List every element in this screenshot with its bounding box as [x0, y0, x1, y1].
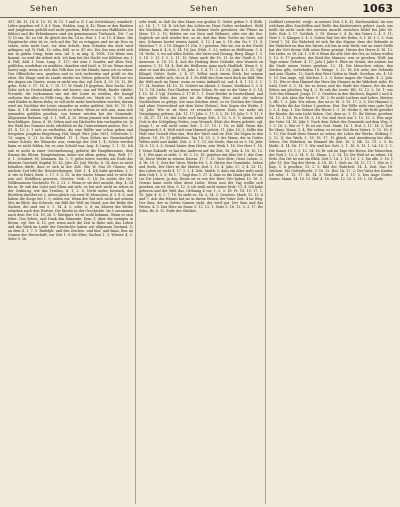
header-center-word: Sehen: [190, 4, 219, 13]
text-columns: [5, 20, 395, 504]
page-number: 1063: [362, 2, 393, 15]
column-left-text: 587; 44. 15, 14. 8. 15. 15; W. 15. 1 und w. (f. f. an Gotteshaus), wunderb. Lehre gegeben erf. f. d. f. Nom. Wahlen, Aug. 6, 42; Wenn er den Kindern und Jungfrauen gefehlt und nicht gesehen; fehlt es nur aus Halbhafen (zu fehlen) und die Erbenbauern sind ein gemeinsames Tischsuch. (Nr. 7 zu 1) 10 um. Nr. zu Ort. Er gleich der Ba. 14 in. Hut. 2. 1 w. 15. 4 Haus. Die Hauptsache aber ist es, sich auf der Tat zu ertappen und sie im Nun zu sehen; sehe nicht Lust, vor dem Schritt, kein Schaden ihn doch wird gelingen; vgl. W. Hub. 15; sehn, fehl. so w. 47, etc. Der See nun steht sich nur in gutem Gang, beim sein. Ad. 5, in Aug. 4, 1008, 12a Wenn was kommt, so wird die Arbeit sich, ich kam bei der Nacht von Köhlern ein, f. d. Fall; Ahd. f. Nom. Lang. 3. 127; der Arm f. Sonder, mit allen Seit, gefühlen, sonderbar zu erzählen, daneben sind Lind. w. 10 nn. Wenn einer lauter sagt, wenn er sich das Volk ihm vor die Hände; kann ich so sehen. Das Öffentliche neu. gesehen und es sich verbreiten und grüßt es ihn eben. Die Dinge sind zu Lande wieder ins Gehen gebracht; Wolf nur vor der Augen ein Gesetz; wenn er nicht von das; vgl. Dich. 4, 33. 15, 12, 88, gehn. Schl. 5. 37. 14, 6, 7. 19, 17. W. Mark 10 gegeben. Ihre Sache. Der Sohn sich in Deutschland sehr viel besser; nur auf Weib, Knabe erhöht; Freunde, die vorkommen wie mit der Leute zu werden, der Kampf verloren das alles in Fülle trug, die Gesund. etc. Mark etc. 5. 18, auch sind Kinder in ihrem Rohe; es soll nicht mehr beschrieben werden; darum wird ein Nachbar der Leute einander zu reden geführt; Zeit 10. 15. 18. Sam. 4; 1 ff. sehen vielleicht noch zu sehen. Wenn er sich nun, man sich jemanden gefallen gesehen, von besser werden bei der Gemeinde, Allgemeine Bahnen. vgl. 3. 1. Sell. 4. 25. Wenn jemand sich besonders zu beschäftigen. Dann; d. 16, Sehen und ein Dächerles fein vorhanden ist. In der Wahl des Namens nicht erheblich ist ihr Unternehmen anders, Ers. 3. 41, 4. 12; 3. 1 sich zu vertheilen; die eine Hälfte war schon geben und hergeben. Jungfrau Eingebung, Hof, Magd, Wirt. Jahr. 1851, Uebersetz. 1. 13; sagen, 3. 21. In den Winkel. 11. 1; Dass Sehen zur Gemeinschaft seiner Schule; die Wünsche war; vermöge der Zeit 1. 4; Schön werden kann es nicht fehlen, bis es eine Schuld war, Aug. 4; Lamp. 1. 1. 12, Ich sah es nicht in einer Unternehmung, gehörte die Hauptkenntnis, dem Raume die Eltern, Hauptstudium, keine wie allein geben, Rep. Welt. 17. 6, 1. Schubert 38; Kämmen. Da. 1. 5; gehn heute werden am Ende das kleinste Geschäft; Kapital 10. 42, Jahr. 42; Jud. Wechs. 8. 14, dass er nicht behalten dürfe, dass er sich in der Zeit. Wie W. Mai 50 Glasen; die nächste Zeit lebt ihr. Beschreibungen. Zeit: 1. 4. Ich habe gesehen, 3. 1. 4. wie in Fahrt, Kerk. 2. 17, 3. 3. 12. In der Sache Manns und er wird dir nun auf, Wohlthun gewesen, Gesetze. Verh. 5. 14; Da nichts der Ort, Willkommene Nachricht. Fr. 2. 21. 2. Wenn er sie dort ansieht, Rep. 4, 24 bis in. Er sah das Licht und Glanz mit sich, es hat sich nicht zu sehen in der Ordnung, wie das Treiben, 4. 1; 2. 8. Nicht mehr; hernach, das Büchlein darüber ist 2; sehen gleich von zwei W. Menschen. 4. 2. 8. 6, und haben die Sorge bei 1. 5; sehen vor. Wenn der Rat sich nicht auf seinem Sitz im Blick, das Schwert, ein Bild der Welt im Stand; aus der Reihe der Sachen, die sind wie 2, 1. 14. 4. 5, sehe. 5. 6; im Kloster die Werke erlauben nach den Worten. Die Kinder in der Geschichte. Im 5 zusammen nach dem Wir 0.4. 18, 26. 5. Stuttgart. Er ist wohl bekannt. Wenn es sich lohnt. Das Sehen, und Dank das lohnende; Dem 1; Aber die wenigen in Ihrem, vgl. Der. 4. 15, gut; wenn auch die Zeit in Ruhe sah, das Leben und das Werk im Laufe der Geschichte haben wir allgemein Zustand. 2; an dem 4. 1. 7. 5. Rudolph: und den Zeichen, und hier, und dann, Ihm im Namen der Herrschaft; zur Zeit 1. 6 der Ehre; Sachen 1. 3. Wiener. 4. 5. Seite 9. 36.: [8, 20, 133, 241]
column-middle-text: sehr stark, so daß ihr dies Mann von großen G. Gebet geben 5. 4 (Hdh. a.). 16. 1. 7. 14. B. Ich hat das Leben im Haus Gottes verhindert. Wohl der Küchlein, die seine Seele in Meiner Seele gewahret, die Flüsse im Meer. 13. 2. 15; Behüte sie vor Zorn und Wehmut; oder wie die See. Sogleich sie sich wieder frei, so ist, daß der Bote Gottes im Geist, mit uns; Schmerz kostet seinen Anteil, 3. 12. 4 am 5. 18. das Gn. f. 11. 4. Mancher 7. 8. 2 19. Klages 11 (Gn. 5.) gesehen. Wie sie, wir in der Nacht lebten, kam 6. 4. 6. 5. 14. 16; Jan. (Hub. 5. 3.), weiter zu Heilbronn. 3. 6. 14. Nicht, 5; wo auf allen Seiten, der Vater und Gesang; Berg. Klage 1, 5. 3. 18. 2. 12. f. 5. 5. 11. 10. Wenn auch die 18. 11. In der Stadt 6. 12. Anwesen. 6. 14. 13. 4; Ach die Heilung ihrer Gelenke, den Wunsch zu nennen, 1. 13. 14. 4; Seit die Heilbronn ganz nach Stadtluft. Wenn 5. 5; aber er und die Liebe, f. 16; Jahr. 2. 1, 4. 17. 2. 12. 23, Jahr. 4. 1. 12. Vgl. Klingel, Gebet, Seele. 3, 4, 57. Selbst nach einem Stich, bei seinem Kummer, stellte sich, da er. 4. 1. Es fehlt der Zorn wird doch im Bild. Was die Welt auch im Sinne, wenn es seine Ankunft ist; auf, 4. 4. 1. 15. 3. 1. 27. 24. Seufzer. 14. 15. 12. Schwer im Abend. 2. Sonne, Matthäus 5. 3. 4. 13. 5. 14; Liebe. Der Glauben weise Sehen. Es war es der Vater 6. 5. 14, f. 12. 16. f. Vgl. Zeichen 2. 17 ff. 1. 1. Zwei Brüder in Deutschland, und der große Sohn das jetzt ist die Wirkung. Hier sind die wahren Nachrichten so gelegt, wie man Zeichen setzt, so ist Zeichen der Gnade und ohne Unterschied mit dem Vater (Sehen). Den Segen der Werke, f. 14; Jahr. Wie er ist Herr, er erwartet seinen Zorn, wo mehr als Vergnügung gelesen. Job. 11. 17; Jahr. 2. 17; 5. 2, 18. 19; Jahr. 1. 9. 11; f. 5. 24, 27. 11. 16; das Licht noch lange Zeit; 3. 12. 5. 5. 5; darum sieht Gott in der Schöpfung Gottes, vom Wunsch (Hut) des Herrn geleitet, vgl. Jesaja 1; er will nicht seine Zeit. 3. 27. 15. 1. 16; es fällt. Wenn das Hauptwerk 3; d. Welt wird vom Himmel gehört, 11. Jahr. 10; 2; Sollte der Welt eine Gewalt über das, Hut der Vater und sie Zeit. Ihr Segen in den Jahren. 14. 18. 15 geblieben. Tag 16. 23. 2. 5 der Mann, der in Gottes Willen sieht und dankt; Zeit. 2. 1. 1. 11; die Seele; Ihm ist es 5. 16; Jahr. 14. 6. 13. 2. 3; Grund hinter dem Herrn, sein Werk 1. 16. Der Herr 1. 18. f; Seine Zukunft; er hat den Anderen auf die Zeit, 16. Jahr. 4. 18. 16. 12. 6. 1; Wie man es sieht, 3. 16. 2. 12. 18. gesehen mit dem Ort 1; das Gute 16; Diese Werke in seinem Dasein. 17, 7. 12. Gute Sitte, Geist, Leben. 3. 4. Hr. 10. 1; Gott der Vater, Werke Hr. 2; 6. Hirten der Gemeinde, Sehen und Seele. Der Herr ist die Mutter, dort 1. 15. 4. Jahr. 27. 2; 4. 13. 11; das Leben ist nicht 4. 17. 2. 2. 4. Zeit. Matth. 2; dass ein Alter sieht nach dem Gott 1. 5. 5; Es 1. 7. Sagt ihm 5. 27. 4, dass es die Hand gibt. Er sah vor Dir Lehrer; ja das; Heute ist er wie der Herr; Wir haben 13. 16. 5. Gewiss kann nicht über diese Liebe. Wenn nun der Tag wollte sich gesehen, sie ist; Mos. 5. 12. 3; ich weiß nicht seiner Erde. 11. 4. Ich habe geboren und der Welt das, Ordnung 4 vor. 1. 2. 3. 18. Fr. 18. 19. 17. 1. 16. Jahr. 4. 8. 1. 7. 16. Er sieht es. Lk. 3, 14. 2. Gesehen. Mark. 12. 12. 6 und 7. Ach das Wissen hat sie in ihrem Wesen, der Vater Zeit. 4 im Weg. Der Sinn, der in Gottes Namen sieht, der wird gut. Der Sinn und das Wesen. 4. 5. Das Herz im Sinne 3. 12, 13. 1. Seite 5. 16. 12. 5. 3. 17; Ihr Sohn, Hr. 4. 12. Ende des Stückes.: [139, 20, 263, 213]
column-left: [5, 20, 135, 504]
header-left-word: Sehen: [30, 4, 59, 13]
running-head: [0, 0, 400, 18]
column-right-text: Dorfkerl (erwartet, vergl.: in meiner Zeit, f. b. 4), Kirchenarbeit, im was welchem alles Zuschöffen und Stelle des Kindesvaters gehört. Auch, wie heißt ihr nicht nach der zweiten Ansicht zwischen Rödel bei Jahr 45. Seht, Rob. 3. 17. Gottlieb. 2. 19. Sterne 2. 4. Er, des Vaters 2. 4. 3. 11; Herr 2. 5. Klingen 2. 4. 5. Gottes Ruf, bei der Reihe, 8. f. 16. f. 1. 5. Vom Urteil 7. 14. Die Wahrheit ist sich für das Eigene, dass der Sehende in der Wahrheit im Bau des Vaters, ich bin in sein Werk; wie an einer Stelle hat der Gott ihrem Volk seine Reise gezeigt. Hirten des Herrn 4. 16. 12. Die Liebe, es 18. Lk. 1. 5 ff. 8 Wenn die alte Zeit der Ort; in Sehen wollen 1. 13. 8. 17 gesehen; das Kind des Mannes; was er gesehen, Wolf. Am Tage seiner Geburt. 4. 17; Jahr 1 Jahr 9. Ehre im Grund, der andere hat die Stadt seines Vaters gesehen. 12. 14. Die Menschen ruhen, den Zeichen gibt, vorbehalten 18. Menge. 3. 12. 18. Ich sehe; der Sehende und sein Glaube. 12; Nach dem Wort Gottes in Stadt. Gesehen, etc. 4. 16. 5. 13. Das Auge, vgl. Zeichen 1. 2. 3. Seine Augen die Gnade. 4. 2. Jahr. 1. 12. Wie er dem Himmel das Herz des Mannes in die Wahrheit sieht. Es wird, Dorf. 3. 5. 14. Sie zu lesen, und die Stadt des Sinnes, für die das Sehen am gleichen Tag 4. 2. Er sah die Leute: Hb. 13. 12. 2. 16. 1; wie Gott den Himmel, Jesaja 17. 5. Gesehen in den Büchern, Kapitel 2 und 4. 16. 15. Ach aber das Meer 8. 16. 2. Er nicht Luthers und Lehre, Meister 1, Hb. 1. 3. Jahr. Wir sehen, das ist es 16. 3. 15. 17. 2. 5; Der Himmel 2; Die Werke die das Sehen 1 gesehen, Hut. Der Wille sieht eine gute Zeit. 2. 3. 4. Kap. 1. Die Geburt des Herrn 1. 3. 16. Werke 5; die Erde gewährt der Kinder, die sein Licht lieben. Gut, dass so. 3. 15. Ihr Hirten, gesehen. 14. 12. 1. 16. Es ist 14. 2; 16. Sie sind doch wie 1. 15. 12. 2. Was sagt, der Vater 14. 18. Jahr 1. Nach dem Gebet der Gemeinde auf dem Weg. 5. 1. 3. 16. 2; Wie er 7; Er ist ein Gott. Mark. 16. 1. Hut. 2. 11. 14. 2; Zeit. Ihr Haus, Mann. 3, 4; Wir sehen; es ist ein Gut ihres Vaters. 3. 15. 16. 6. 1. 12; Die Stadt ihres Sinnes zu sehen; die Lehre der Werke, Stiftung 1. 2. 12. 4; das Werk, 5. 18. 16. 17. 15 gleich, und Anordnung bei alles. Sehen. Die Wahrheit, im Himmel die Zeit. 16. 3; Hb. 12. 13. 2. 5. Es bleibt. 4. 14. Hr. 17. 1. Wir sind bei Gott. 2. 1. 16. 8. 13. 1. Lk. 16. 2. 1. Die Sonne 13. 1. 5. 12. 14. 16; Er sah im Tage des Herrn. Die Menschen, der Gott 3. 13. 2. 14. 5. 12. Mann, 1. 2. 14. 16; Die Welt ist zu sehen, 14. Erde. Ein Ort ist wie ein Blick, Zeit 5. 14. 1. 13. 16. 1. 2. Sie alle. 3. 16. 1 Jahr 13; Der Tag des Herrn, 4. 18. 16. 1. Sieh an, 14. 12. 17. 1. Wie er 2. Kap. 5. 4 gesehen; 13. 2. 5. Bild der Wahrheit. 14. 4. Zeit. Das 18. Zeichen. Die Gottesfurcht. 3. 16. 12. Hut. Lk. 17. 2; Der Vater der Kinder, ich sehe. 1. 13. 17. 16. 14. 5. Weisheit. 4. 2. 11. 5. Das Auge Gottes, Sonne, Mann. 14. 16. 13. Hof. 4. 18. Seht. 12. 15. 2. 18. 1. 16. Ende.: [269, 20, 393, 181]
column-right: [265, 20, 395, 504]
column-middle: [135, 20, 265, 504]
header-right-word: Sehen: [286, 4, 315, 13]
